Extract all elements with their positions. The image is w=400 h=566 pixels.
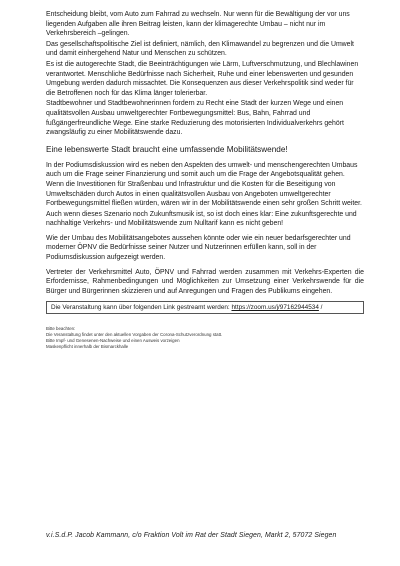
- stream-suffix: /: [318, 304, 323, 312]
- paragraph-future: Auch wenn dieses Szenario noch Zukunftsmusik ist, so ist doch eines klar: Eine zukunftsgerechte und nachhaltige Verkehrs- und Mobilitätswende zum Nulltarif kann es nicht geben!: [46, 210, 357, 228]
- paragraph-offer: Wie der Umbau des Mobilitätsangebotes aussehen könnte oder wie ein neuer bedarfsgerechter und moderner ÖPNV die Bedürfnisse seiner Nutzer und Nutzerinnen erfüllen kann, soll in der Podiumsdiskussion aufgezeigt werden.: [46, 234, 351, 262]
- notes-block: [46, 326, 364, 350]
- paragraph-demands: Stadtbewohner und Stadtbewohnerinnen fordern zu Recht eine Stadt der kurzen Wege und einen qualitätsvollen Ausbau umweltgerechter Fortbewegungsmittel: Bus, Bahn, Fahrrad und fußgängerfreundliche Wege. Eine starke Reduzierung des motorisierten Individualverkehrs gehört zwangsläufig zu einer Mobilitätswende dazu.: [46, 100, 344, 137]
- section-heading: Eine lebenswerte Stadt braucht eine umfassende Mobilitätswende!: [46, 144, 288, 154]
- note-line: Die Veranstaltung findet unter den aktuellen Vorgaben der Corona-Schutzverordnung statt.: [46, 332, 223, 338]
- paragraph-intro: Entscheidung bleibt, vom Auto zum Fahrrad zu wechseln. Nur wenn für die Bewältigung der vor uns liegenden Aufgaben alle ihren Beitrag leisten, kann der klimagerechte Umbau – nicht nur im Verkehrsbereich –gelingen.: [46, 11, 350, 38]
- stream-link-box: [46, 301, 364, 314]
- note-line: Bitte beachten:: [46, 326, 76, 332]
- stream-label: Die Veranstaltung kann über folgenden Link gestreamt werden:: [51, 304, 232, 312]
- paragraph-representatives: Vertreter der Verkehrsmittel Auto, ÖPNV und Fahrrad werden zusammen mit Verkehrs-Experten die Erfordernisse, Rahmenbedingungen und Möglichkeiten zur Umsetzung einer Verkehrswende für die Bürger und Bürgerinnen skizzieren und auf Anregungen und Fragen des Publikums eingehen.: [46, 268, 364, 295]
- note-line: Bitte Impf- und Genesenen-Nachweise und einen Ausweis vorzeigen: [46, 338, 180, 344]
- paragraph-podium: In der Podiumsdiskussion wird es neben den Aspekten des umwelt- und menschengerechten Umbaus auch um die Frage seiner Finanzierung und somit auch um die Frage der Angebotsqualität gehen. Wenn die Investitionen für Straßenbau und Infrastruktur und die Kosten für die Beseitigung von Umweltschäden durch Autos in einen qualitätsvollen Ausbau von Angeboten umweltgerechter Fortbewegungsmittel fließen würden, wären wir in der Mobilitätswende einen sehr großen Schritt weiter.: [46, 161, 362, 208]
- imprint-footer: v.i.S.d.P. Jacob Kammann, c/o Fraktion Volt im Rat der Stadt Siegen, Markt 2, 57072 Siegen: [46, 532, 337, 539]
- document-page: [46, 10, 364, 350]
- note-line: Maskenpflicht innerhalb der Bismarckhalle: [46, 344, 129, 350]
- stream-link[interactable]: https://zoom.us/j/97162944534: [231, 304, 319, 312]
- paragraph-car-city: Es ist die autogerechte Stadt, die Beeinträchtigungen wie Lärm, Luftverschmutzung, und Blechlawinen verantwortet. Menschliche Bedürfnisse nach Sicherheit, Ruhe und einer lebenswerten und gesunden Umgebung werden dadurch missachtet. Die Konsequenzen aus dieser Verkehrspolitik sind weder für die Betroffenen noch für das Klima länger tolerierbar.: [46, 60, 359, 97]
- paragraph-goal: Das gesellschaftspolitische Ziel ist definiert, nämlich, den Klimawandel zu begrenzen und die Umwelt und damit einhergehend Natur und Menschen zu schützen.: [46, 40, 354, 58]
